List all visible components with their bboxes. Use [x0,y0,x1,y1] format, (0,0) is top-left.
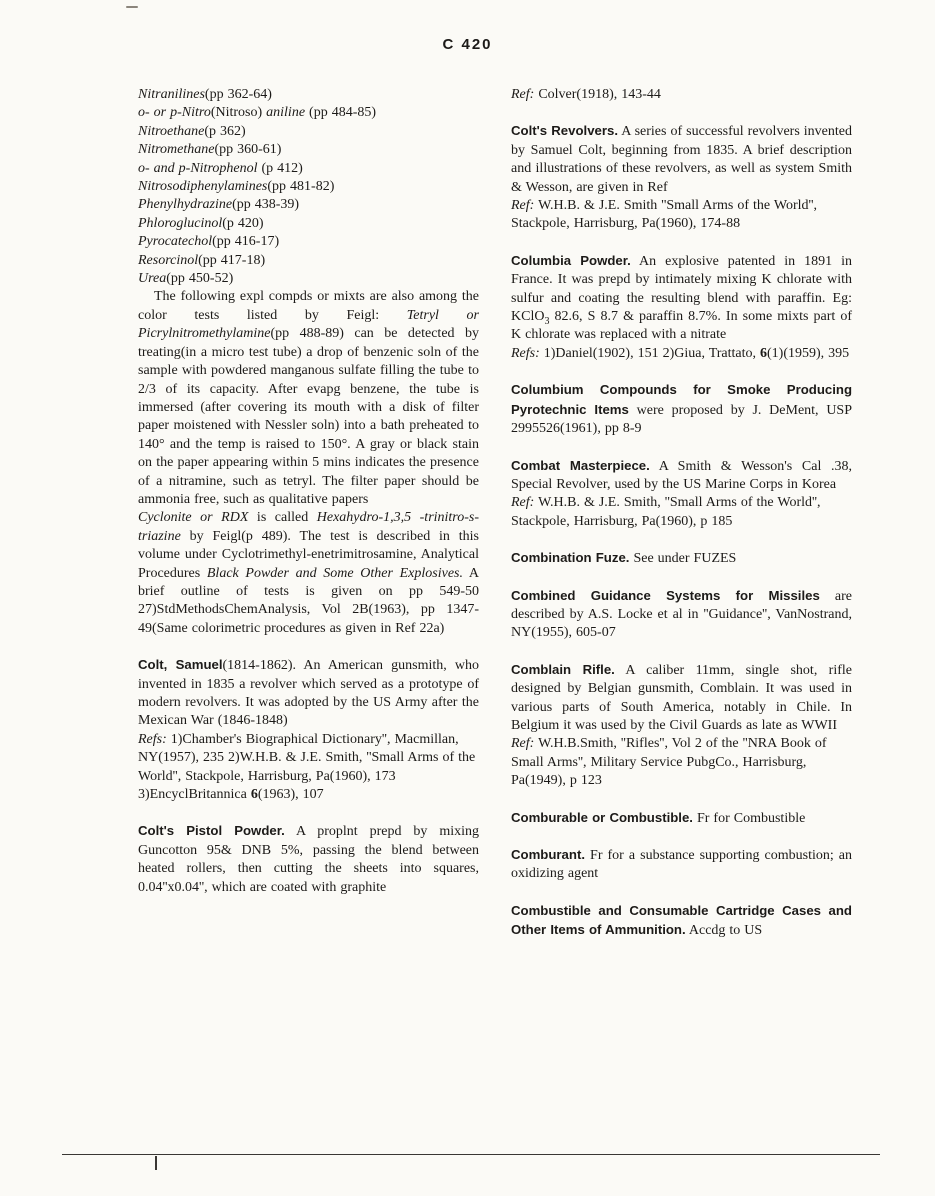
entry-paragraph [511,809,852,828]
footer-rule [62,1154,880,1155]
entry-paragraph [511,457,852,495]
text-run: (1814-1862). An American gunsmith, who invented in 1835 a revolver which served as a prototype of modern revolvers. It was adopted by the US Army after the Mexican War (1846-1848) [138,658,480,729]
text-run: Nitranilines [138,87,205,102]
text-line [511,86,852,104]
text-line [138,178,479,196]
entry-title: Combined Guidance Systems for Missiles [511,587,820,603]
text-run: W.H.B. & J.E. Smith ''Small Arms of the World'', Stackpole, Harrisburg, Pa(1960), 174-88 [511,198,818,232]
text-run: Urea [138,271,167,287]
entry-title: Combat Masterpiece. [511,457,650,473]
text-run: Phenylhydrazine [138,197,233,213]
text-run: Hexahydro-1,3,5 -trinitro-s-triazine [138,510,480,544]
text-run: (pp 481-82) [267,179,335,195]
entry-title: Columbia Powder. [511,252,631,268]
scan-artifact-tick [155,1156,157,1170]
entry-paragraph [511,122,852,197]
text-run: Resorcinol [138,252,199,268]
text-run: (pp 416-17) [212,234,280,250]
text-run: (p 412) [257,160,303,176]
text-run: is called [248,510,317,526]
text-run: Fr for Combustible [692,810,806,826]
scan-artifact-top [126,6,138,8]
entry-paragraph [138,656,479,731]
text-run: (pp 438-39) [232,197,300,213]
entry-title: Comburant. [511,847,585,862]
text-run: (Nitroso) [210,105,267,121]
text-line [138,270,479,288]
text-run: Ref: [511,495,535,511]
entry-paragraph [511,661,852,736]
text-run: A Smith & Wesson's Cal .38, Special Revolver, used by the US Marine Corps in Korea [511,458,852,492]
text-run: Refs: [138,731,167,747]
entry-paragraph [511,381,852,438]
entry-title: Comburable or Combustible. [511,809,693,825]
entry-paragraph [511,846,852,884]
text-line [138,123,479,141]
entry-title: Comblain Rifle. [511,661,615,677]
text-run: were proposed by J. DeMent, USP 2995526(1961), pp 8-9 [511,402,852,437]
entry-paragraph [511,902,852,941]
text-run: o- and p-Nitrophenol [138,160,258,176]
entry-paragraph [511,549,852,568]
text-run: Accdg to US [685,923,763,939]
text-run: (1963), 107 [257,787,324,803]
text-run: An explosive patented in 1891 in France. It was prepd by intimately mixing K chlorate with sulfur and coating the resulting blend with paraffin. Eg: KClO [511,253,852,325]
text-run: 6 [760,345,768,361]
text-run: Ref: [511,87,535,102]
paragraph [138,509,479,638]
text-run: See under FUZES [629,551,737,567]
entry-title: Combustible and Consumable Cartridge Cases and Other Items of Ammunition. [511,902,852,938]
text-run: aniline [266,105,306,121]
text-run: (p 420) [222,215,264,231]
entry-title: Colt, Samuel [138,657,223,673]
text-line [511,345,852,363]
text-run: o- or p-Nitro [138,105,211,121]
text-run: 1)Daniel(1902), 151 2)Giua, Trattato, [539,345,761,361]
two-column-layout [138,86,852,941]
text-run: A proplnt prepd by mixing Guncotton 95& DNB 5%, passing the blend between heated rollers, then cutting the sheets into squares, 0.04''x0.04'', which are coated with graphite [138,824,479,895]
text-run: (pp 360-61) [214,142,282,158]
page-number-header: C 420 [442,36,493,53]
text-run: Black Powder and Some Other Explosives. [206,565,463,581]
right-column [511,86,852,941]
text-run: Tetryl or Picrylnitromethylamine [138,307,480,342]
text-run: The following expl compds or mixts are also among the color tests listed by Feigl: [138,289,479,323]
text-run: (p 362) [204,123,246,139]
paragraph [138,288,479,509]
entry-title: Colt's Revolvers. [511,123,618,139]
text-line [138,252,479,270]
left-column [138,86,479,941]
text-run: Colver(1918), 143-44 [534,87,661,102]
entry-paragraph [138,822,479,897]
entry-title: Colt's Pistol Powder. [138,823,285,839]
text-run: Phloroglucinol [138,215,223,231]
text-line [138,215,479,233]
text-line [511,494,852,531]
text-run: W.H.B. & J.E. Smith, ''Small Arms of the World'', Stackpole, Harrisburg, Pa(1960), p 185 [511,495,821,529]
text-run: Refs: [511,345,540,361]
text-run: (pp 450-52) [166,271,234,287]
text-line [138,160,479,178]
text-run: (pp 488-89) can be detected by treating(in a micro test tube) a drop of benzenic soln of the sample with powdered manganous sulfate filling the tube to 2/3 of its capacity. After evapg benzene, the tube is immersed (after covering its mouth with a disk of filter paper moistened with Nessler soln) into a bath preheated to 140° and the temp is raised to 150°. A gray or black stain on the paper appearing within 5 mins indicates the presence of a nitramine, such as tetryl. The filter paper should be ammonia free, such as qualitative papers [138,326,479,507]
text-run: 1)Chamber's Biographical Dictionary'', Macmillan, NY(1957), 235 2)W.H.B. & J.E. Smith, ''Small Arms of the World'', Stackpole, Harrisburg, Pa(1960), 173 3)EncyclBritannica [138,731,476,803]
text-line [138,731,479,805]
text-run: A caliber 11mm, single shot, rifle designed by Belgian gunsmith, Comblain. It was used in various parts of South America, notably in Chile. In Belgium it was used by the Civil Guards as late as WWII [511,662,852,733]
text-run: (pp 484-85) [305,105,377,121]
text-line [138,86,479,104]
text-run: are described by A.S. Locke et al in ''Guidance'', VanNostrand, NY(1955), 605-07 [511,588,852,641]
entry-paragraph [511,252,852,345]
text-run: by Feigl(p 489). The test is described in this volume under Cyclotrimethyl-enetrimitrosamine, Analytical Procedures [138,528,479,581]
entry-title: Combination Fuze. [511,550,630,566]
text-line [138,104,479,122]
text-run: Nitroethane [138,123,205,139]
text-run: Nitromethane [138,142,215,158]
text-line [511,735,852,790]
text-run: (pp 417-18) [198,252,266,268]
text-line [138,233,479,251]
text-run: 82.6, S 8.7 & paraffin 8.7%. In some mixts part of K chlorate was replaced with a nitrate [511,309,852,343]
text-run: 3 [544,315,550,327]
text-run: A series of successful revolvers invented by Samuel Colt, beginning from 1835. A brief description and illustrations of these revolvers, as well as system Smith & Wesson, are given in Ref [511,124,852,195]
text-run: Ref: [511,198,535,214]
entry-title: Columbium Compounds for Smoke Producing Pyrotechnic Items [511,382,852,417]
text-run: 6 [250,787,258,803]
text-line [138,141,479,159]
text-run: A brief outline of tests is given on pp 549-50 27)StdMethodsChemAnalysis, Vol 2B(1963), pp 1347-49(Same colorimetric procedures as given in Ref 22a) [138,565,480,636]
text-run: Nitrosodiphenylamines [138,179,268,195]
text-run: Cyclonite or RDX [138,510,249,526]
text-run: Fr for a substance supporting combustion; an oxidizing agent [511,848,852,882]
text-run: Pyrocatechol [138,234,213,250]
text-line [138,196,479,214]
text-run: W.H.B.Smith, ''Rifles'', Vol 2 of the ''NRA Book of Small Arms'', Military Service PubgCo., Harrisburg, Pa(1949), p 123 [511,736,827,789]
text-run: (1)(1959), 395 [767,345,850,361]
text-run: Ref: [511,736,535,752]
text-run: (pp 362-64) [204,87,272,102]
text-line [511,197,852,234]
entry-paragraph [511,587,852,643]
